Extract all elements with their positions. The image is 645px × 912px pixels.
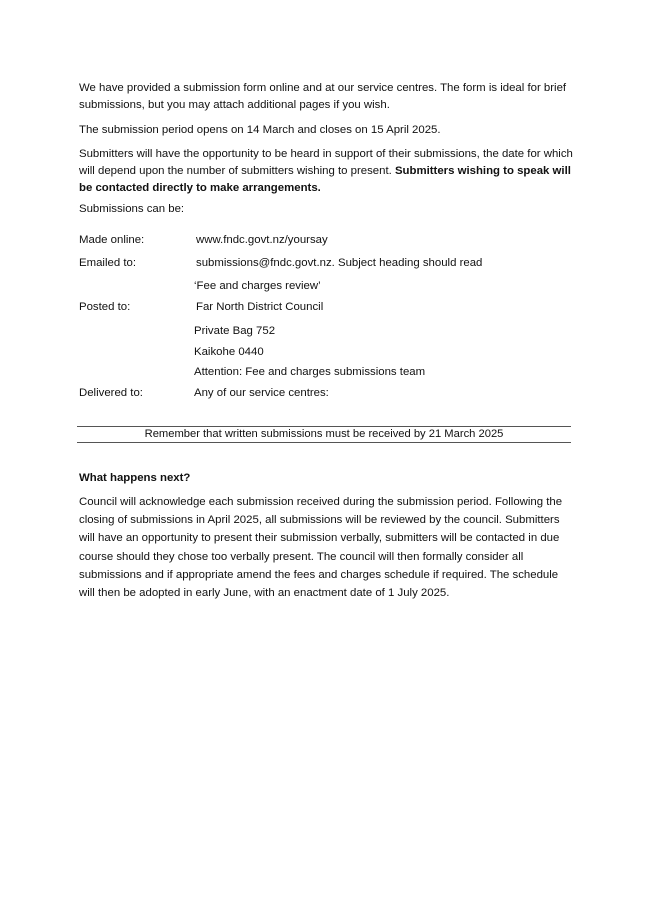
post-address-line-3: Kaikohe 0440 bbox=[194, 346, 264, 358]
email-address[interactable]: submissions@fndc.govt.nz. Subject heading should read bbox=[196, 257, 483, 269]
intro-paragraph-1: We have provided a submission form online and at our service centres. The form is ideal for brief submissions, but you may attach additional pages if you wish. bbox=[79, 82, 567, 111]
intro-paragraph-3-text: Submitters will have the opportunity to be heard in support of their submissions, the date for which will depend upon the number of submitters wishing to present. bbox=[79, 148, 573, 177]
post-address-line-1: Far North District Council bbox=[196, 301, 324, 313]
online-url[interactable]: www.fndc.govt.nz/yoursay bbox=[196, 234, 328, 246]
intro-paragraph-3-bold: Submitters wishing to speak will be contacted directly to make arrangements. bbox=[79, 165, 571, 194]
intro-paragraph-2: The submission period opens on 14 March and closes on 15 April 2025. bbox=[79, 124, 441, 136]
section-heading: What happens next? bbox=[79, 472, 191, 484]
deliver-label: Delivered to: bbox=[79, 387, 143, 399]
deadline-notice: Remember that written submissions must be received by 21 March 2025 bbox=[77, 426, 571, 443]
section-body: Council will acknowledge each submission received during the submission period. Following the closing of submissions in April 2025, all submissions will be reviewed by the council. Submitters will have an opportunity to present their submission verbally, submitters will be contacted in due course should they chose too verbally present. The council will then formally consider all submissions and if appropriate amend the fees and charges schedule if required. The schedule will then be adopted in early June, with an enactment date of 1 July 2025. bbox=[79, 496, 563, 600]
online-label: Made online: bbox=[79, 234, 145, 246]
intro-paragraph-3 bbox=[79, 146, 579, 197]
post-address-line-4: Attention: Fee and charges submissions team bbox=[194, 366, 426, 378]
intro-paragraph-4: Submissions can be: bbox=[79, 203, 185, 215]
post-label: Posted to: bbox=[79, 301, 131, 313]
post-address-line-2: Private Bag 752 bbox=[194, 325, 276, 337]
email-label: Emailed to: bbox=[79, 257, 136, 269]
deliver-value: Any of our service centres: bbox=[194, 387, 329, 399]
email-subject: ‘Fee and charges review’ bbox=[194, 280, 321, 292]
